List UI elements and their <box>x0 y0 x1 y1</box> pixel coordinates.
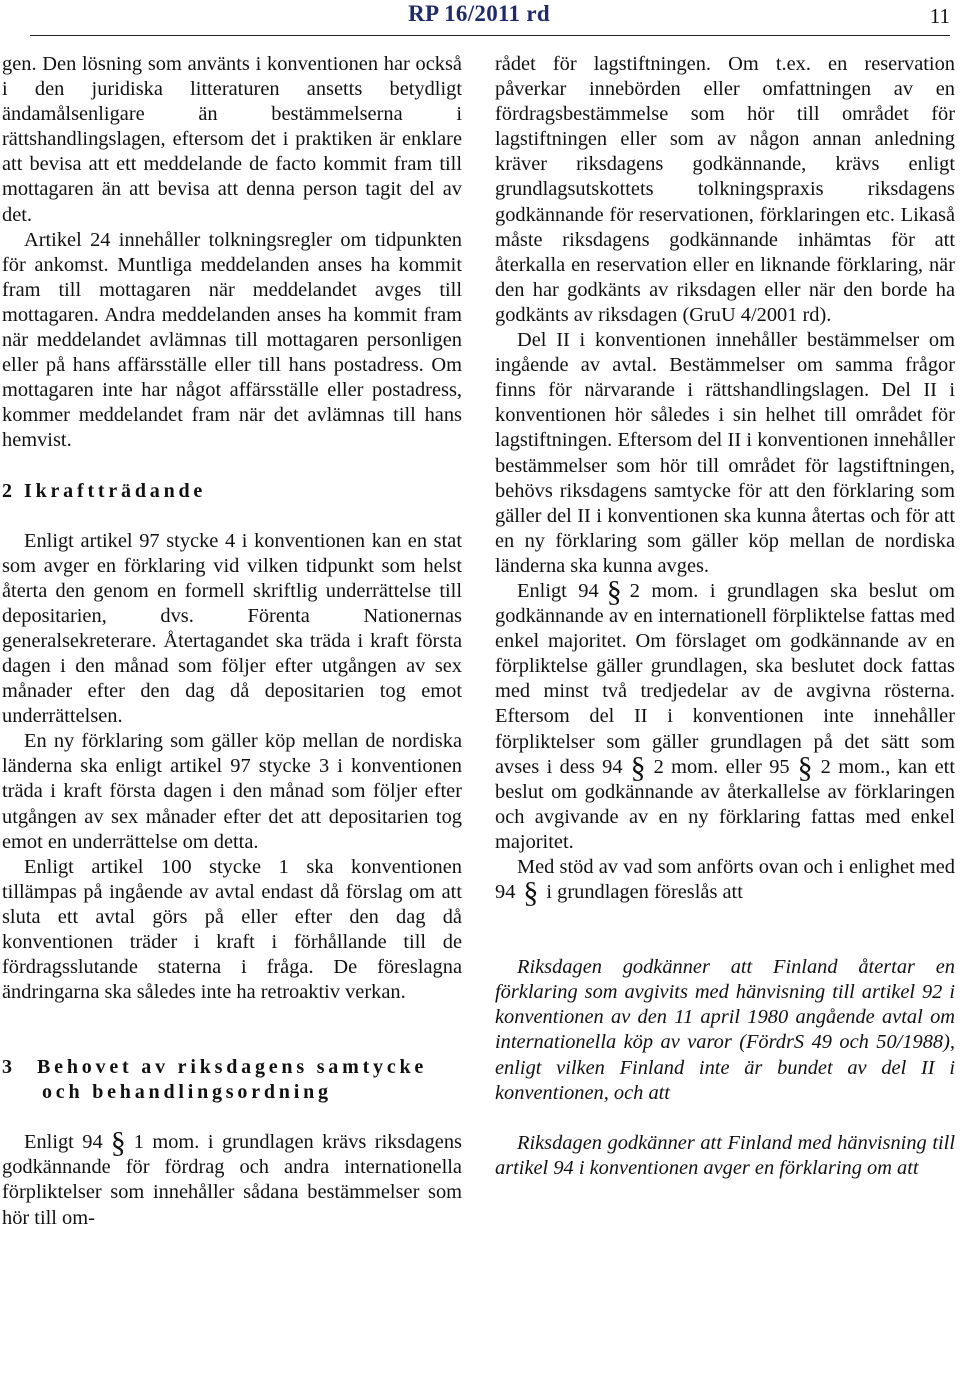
spacer <box>2 1005 462 1055</box>
spacer <box>495 905 955 955</box>
text-run: Enligt 94 <box>517 579 599 602</box>
section-sign: § <box>630 750 646 784</box>
paragraph: Artikel 24 innehåller tolkningsregler om tidpunkten för ankomst. Muntliga meddelanden anses ha kommit fram till mottagaren när meddelandet avges till mottagaren. Andra meddelanden anses ha kommit fram när meddelandet avlämnas till mottagaren personligen eller på hans affärsställe eller till hans postadress. Om mottagaren inte har något affärsställe eller postadress, kommer meddelandet fram när det avlämnas till hans hemvist. <box>2 228 462 452</box>
page-number: 11 <box>929 4 950 28</box>
left-column <box>2 52 462 1231</box>
section-sign: § <box>797 750 813 784</box>
section-title: Ikraftträdande <box>24 479 207 502</box>
text-run: Med stöd av vad som anförts ovan och i enlighet med 94 <box>495 856 955 904</box>
paragraph <box>2 1126 462 1230</box>
paragraph: Del II i konventionen innehåller bestämmelser om ingående av avtal. Bestämmelser om samma frågor finns för närvarande i rättshandlingslagen. Del II i konventionen hör således i sin helhet till området för lagstiftningen. Eftersom del II i konventionen innehåller bestämmelser som hör till området för lagstiftningen, behövs riksdagens samtycke för att den förklaring som gäller del II i konventionen ska kunna återtas och för att en ny förklaring som gäller köp mellan de nordiska länderna ska kunna avges. <box>495 329 955 577</box>
paragraph: rådet för lagstiftningen. Om t.ex. en reservation påverkar innebörden eller omfattningen av en fördragsbestämmelse som hör till området för lagstiftningen eller som av någon annan anledning kräver riksdagens godkännande, krävs enligt grundlagsutskottets tolkningspraxis riksdagens godkännande för reservationen, förklaringen etc. Likaså måste riksdagens godkännande inhämtas för att återkalla en reservation eller en liknande förklaring, när den har godkänts av riksdagen eller när den borde ha godkänts av riksdagen (GruU 4/2001 rd). <box>495 53 955 326</box>
section-sign: § <box>523 876 539 910</box>
proposal-clause: Riksdagen godkänner att Finland återtar en förklaring som avgivits med hänvisning till artikel 92 i konventionen av den 11 april 1980 angående avtal om internationella köp av varor (FördrS 49 och 50/1988), enligt vilken Finland inte är bundet av del II i konventionen, och att <box>495 956 955 1104</box>
spacer <box>2 454 462 479</box>
text-run: Enligt 94 <box>24 1131 103 1154</box>
page-header <box>0 0 960 42</box>
paragraph <box>495 855 955 910</box>
document-reference: RP 16/2011 rd <box>408 1 550 26</box>
text-run: 2 mom. eller 95 <box>653 755 790 778</box>
spacer <box>2 504 462 529</box>
proposal-clause: Riksdagen godkänner att Finland med hänvisning till artikel 94 i konventionen avger en förklaring om att <box>495 1131 955 1179</box>
right-column <box>495 52 955 1181</box>
section-heading-3 <box>2 1055 462 1105</box>
paragraph <box>495 574 955 855</box>
spacer <box>2 1105 462 1130</box>
section-sign: § <box>110 1126 126 1160</box>
section-sign: § <box>606 574 622 608</box>
spacer <box>495 1106 955 1131</box>
section-heading-2 <box>2 479 462 504</box>
section-title: Behovet av riksdagens samtycke och behandlingsordning <box>37 1056 428 1104</box>
paragraph: Enligt artikel 97 stycke 4 i konventionen kan en stat som avger en förklaring vid vilken tidpunkt som helst återta den genom en formell skriftlig underrättelse till depositarien, dvs. Förenta Nationernas generalsekreterare. Återtagandet ska träda i kraft första dagen i den månad som följer efter utgången av sex månader efter den dag då depositarien tog emot underrättelsen. <box>2 529 462 728</box>
paragraph: gen. Den lösning som använts i konventionen har också i den juridiska litteraturen ansetts betydligt ändamålsenligare än bestämmelserna i rättshandlingslagen, eftersom det i praktiken är enklare att bevisa att ett meddelande de facto kommit fram till mottagaren än att bevisa att denna person tagit del av det. <box>2 53 462 226</box>
paragraph: En ny förklaring som gäller köp mellan de nordiska länderna ska enligt artikel 97 stycke 3 i konventionen träda i kraft första dagen i den månad som följer efter utgången av sex månader efter det att depositarien tog emot en underrättelse om detta. <box>2 730 462 853</box>
text-run: 2 mom. i grundlagen ska beslut om godkännande av en internationell förpliktelse fattas med enkel majoritet. Om förslaget om godkännande av en förpliktelse gäller grundlagen, ska beslutet dock fattas med minst två tredjedelar av de avgivna rösterna. Eftersom del II i konventionen inte innehåller förpliktelser som gäller grundlagen på det sätt som avses i dess 94 <box>495 579 955 778</box>
text-run: 2 mom., kan ett beslut om godkännande av återkallelse av förklaringen och avgivande av en ny förklaring fattas med enkel majoritet. <box>495 755 955 853</box>
section-number: 3 <box>2 1056 12 1079</box>
header-divider <box>30 35 950 36</box>
text-run: i grundlagen föreslås att <box>546 881 743 904</box>
paragraph: Enligt artikel 100 stycke 1 ska konventionen tillämpas på ingående av avtal endast då förslag om att sluta ett avtal görs på eller efter den dag då konventionen träder i kraft i förhållande till de fördragsslutande staterna i fråga. De föreslagna ändringarna ska således inte ha retroaktiv verkan. <box>2 855 462 1004</box>
section-number: 2 <box>2 479 12 502</box>
text-run: 1 mom. i grundlagen krävs riksdagens godkännande för fördrag och andra internationella förpliktelser som innehåller sådana bestämmelser som hör till om- <box>2 1131 462 1229</box>
